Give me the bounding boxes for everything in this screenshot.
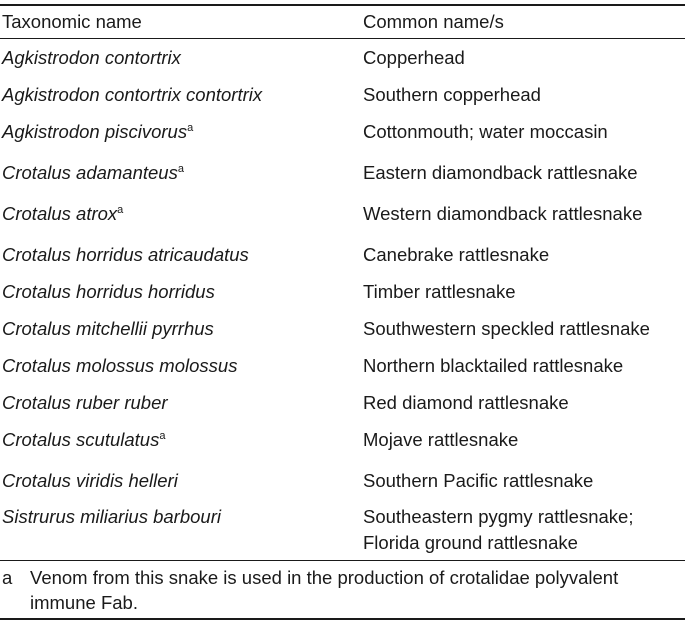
table-row <box>0 347 685 384</box>
taxonomic-name: Agkistrodon piscivorus <box>2 121 188 142</box>
common-name-cell: Mojave rattlesnake <box>363 429 519 450</box>
taxonomic-name-cell <box>0 236 363 273</box>
taxonomic-name: Crotalus atrox <box>2 203 118 224</box>
taxonomic-name-cell <box>0 462 363 499</box>
table-body <box>0 39 685 499</box>
table-row <box>0 462 685 499</box>
table-header-row <box>0 6 685 38</box>
taxonomic-name: Crotalus horridus atricaudatus <box>2 244 249 265</box>
taxonomic-name: Agkistrodon contortrix contortrix <box>2 84 263 105</box>
taxonomic-name: Crotalus viridis helleri <box>2 470 178 491</box>
common-name-cell <box>363 504 685 556</box>
table-row <box>0 499 685 560</box>
taxonomic-name: Crotalus ruber ruber <box>2 392 168 413</box>
taxonomic-name-cell <box>0 113 363 154</box>
table-row <box>0 154 685 195</box>
footnote-reference: a <box>159 430 166 442</box>
table-row <box>0 421 685 462</box>
header-common-name: Common name/s <box>363 11 504 32</box>
common-name-cell: Copperhead <box>363 47 465 68</box>
common-name-cell: Western diamondback rattlesnake <box>363 203 643 224</box>
table-row <box>0 236 685 273</box>
common-name-cell: Red diamond rattlesnake <box>363 392 569 413</box>
common-name-cell: Southern Pacific rattlesnake <box>363 470 594 491</box>
common-name-cell: Eastern diamondback rattlesnake <box>363 162 638 183</box>
footnote-reference: a <box>177 163 184 175</box>
table-row <box>0 273 685 310</box>
taxonomic-name-cell <box>0 39 363 76</box>
taxonomic-name-cell <box>0 154 363 195</box>
table-footnote <box>0 561 685 618</box>
table-row <box>0 310 685 347</box>
taxonomic-name-cell <box>0 195 363 236</box>
footnote-mark: a <box>2 567 13 588</box>
common-name-cell: Canebrake rattlesnake <box>363 244 550 265</box>
taxonomic-name-cell <box>0 347 363 384</box>
common-name-cell: Timber rattlesnake <box>363 281 516 302</box>
taxonomic-name-cell <box>0 310 363 347</box>
common-name-cell: Northern blacktailed rattlesnake <box>363 355 624 376</box>
common-name-line: Florida ground rattlesnake <box>363 532 578 553</box>
taxonomic-name-cell <box>0 421 363 462</box>
footnote-text: Venom from this snake is used in the production of crotalidae polyvalent immune Fab. <box>30 567 619 613</box>
table-row <box>0 76 685 113</box>
common-name-cell: Cottonmouth; water moccasin <box>363 121 608 142</box>
common-name-cell: Southern copperhead <box>363 84 541 105</box>
taxonomic-name-cell <box>0 273 363 310</box>
table-row <box>0 384 685 421</box>
taxonomic-name-cell: Sistrurus miliarius barbouri <box>2 506 221 527</box>
common-name-line: Southeastern pygmy rattlesnake; <box>363 506 634 527</box>
taxonomic-name: Crotalus molossus molossus <box>2 355 238 376</box>
taxonomic-name: Crotalus horridus horridus <box>2 281 215 302</box>
taxonomic-name: Crotalus scutulatus <box>2 429 160 450</box>
taxonomic-name: Crotalus adamanteus <box>2 162 178 183</box>
table-row <box>0 113 685 154</box>
taxonomic-name: Crotalus mitchellii pyrrhus <box>2 318 214 339</box>
footnote-reference: a <box>117 204 124 216</box>
header-taxonomic-name: Taxonomic name <box>2 11 142 32</box>
footnote-reference: a <box>187 122 194 134</box>
table-row <box>0 39 685 76</box>
taxonomic-name-cell <box>0 76 363 113</box>
common-name-cell: Southwestern speckled rattlesnake <box>363 318 650 339</box>
taxonomic-name: Agkistrodon contortrix <box>2 47 181 68</box>
table-row <box>0 195 685 236</box>
taxonomic-name-cell <box>0 384 363 421</box>
